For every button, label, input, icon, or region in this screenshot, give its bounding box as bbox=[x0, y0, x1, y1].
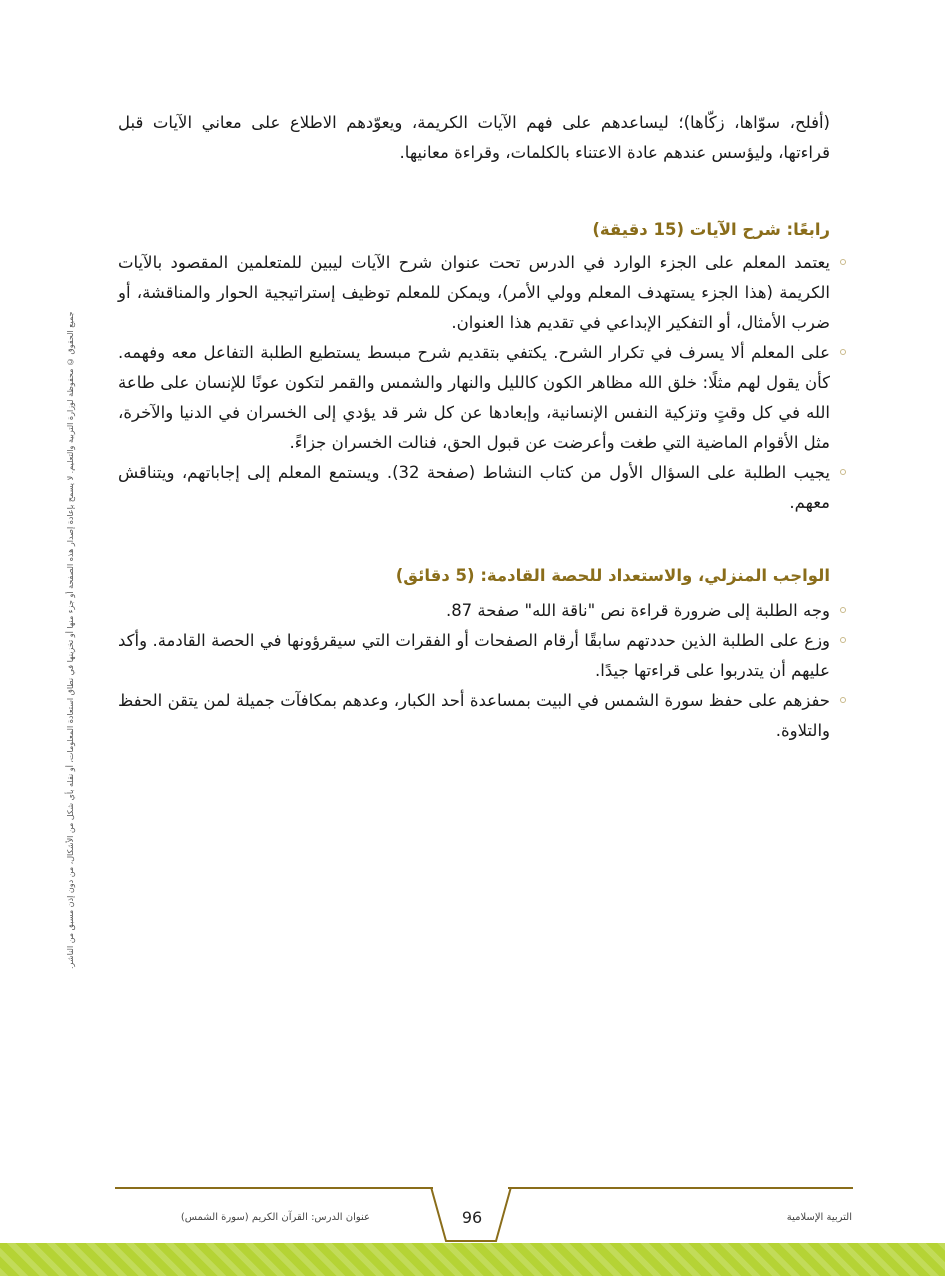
circle-bullet-icon bbox=[840, 607, 846, 613]
list-item-text: يعتمد المعلم على الجزء الوارد في الدرس تحت عنوان شرح الآيات ليبين للمتعلمين المقصود بالآيات الكريمة (هذا الجزء يستهدف المعلم وولي الأمر)، ويمكن للمعلم توظيف إستراتيجية الحوار والمناقشة، أو ضرب الأمثال، أو التفكير الإبداعي في تقديم هذا العنوان. bbox=[118, 253, 830, 332]
explanation-list bbox=[118, 248, 830, 518]
circle-bullet-icon bbox=[840, 637, 846, 643]
list-item-text: وجه الطلبة إلى ضرورة قراءة نص "ناقة الله" صفحة 87. bbox=[445, 601, 830, 620]
section-heading-explanation: رابعًا: شرح الآيات (15 دقيقة) bbox=[592, 220, 830, 239]
circle-bullet-icon bbox=[840, 349, 846, 355]
list-item bbox=[118, 686, 830, 746]
list-item bbox=[118, 596, 830, 626]
list-item-text: وزع على الطلبة الذين حددتهم سابقًا أرقام الصفحات أو الفقرات التي سيقرؤونها في الحصة القادمة. وأكد عليهم أن يتدربوا على قراءتها جيدًا. bbox=[118, 631, 830, 680]
list-item bbox=[118, 458, 830, 518]
list-item-text: يجيب الطلبة على السؤال الأول من كتاب النشاط (صفحة 32). ويستمع المعلم إلى إجاباتهم، ويتناقش معهم. bbox=[118, 463, 830, 512]
footer-rule-left bbox=[115, 1187, 433, 1189]
circle-bullet-icon bbox=[840, 697, 846, 703]
list-item-text: حفزهم على حفظ سورة الشمس في البيت بمساعدة أحد الكبار، وعدهم بمكافآت جميلة لمن يتقن الحفظ والتلاوة. bbox=[118, 691, 830, 740]
circle-bullet-icon bbox=[840, 469, 846, 475]
footer-lesson-title: عنوان الدرس: القرآن الكريم (سورة الشمس) bbox=[180, 1212, 370, 1223]
list-item bbox=[118, 626, 830, 686]
page-content bbox=[118, 108, 830, 746]
intro-paragraph: (أفلح، سوّاها، زكّاها)؛ ليساعدهم على فهم الآيات الكريمة، ويعوّدهم الاطلاع على معاني الآيات قبل قراءتها، وليؤسس عندهم عادة الاعتناء بالكلمات، وقراءة معانيها. bbox=[118, 113, 830, 162]
homework-list bbox=[118, 596, 830, 746]
footer-subject: التربية الإسلامية bbox=[786, 1212, 852, 1223]
footer-rule-right bbox=[508, 1187, 853, 1189]
list-item-text: على المعلم ألا يسرف في تكرار الشرح. يكتفي بتقديم شرح مبسط يستطيع الطلبة التفاعل معه وفهمه. كأن يقول لهم مثلًا: خلق الله مظاهر الكون كالليل والنهار والشمس والقمر لتكون عونًا للإنسان على طاعة الله في كل وقتٍ وتزكية النفس الإنسانية، وإبعادها عن كل شر قد يؤدي إلى الخسران في الدنيا والآخرة، مثل الأقوام الماضية التي طغت وأعرضت عن قبول الحق، فنالت الخسران جزاءً. bbox=[118, 343, 830, 452]
section-heading-homework: الواجب المنزلي، والاستعداد للحصة القادمة: (5 دقائق) bbox=[395, 566, 830, 585]
circle-bullet-icon bbox=[840, 259, 846, 265]
list-item bbox=[118, 248, 830, 338]
decorative-band bbox=[0, 1243, 945, 1276]
page-number: 96 bbox=[461, 1208, 483, 1227]
list-item bbox=[118, 338, 830, 458]
copyright-side-note: جميع الحقوق © محفوظة لوزارة التربية والتعليم. لا يسمح بإعادة إصدار هذه الصفحة أو جزء منها أو تخزينها في نطاق استعادة المعلومات، أو نقله بأي شكل من الأشكال، من دون إذن مسبق من الناشر. bbox=[66, 311, 75, 969]
